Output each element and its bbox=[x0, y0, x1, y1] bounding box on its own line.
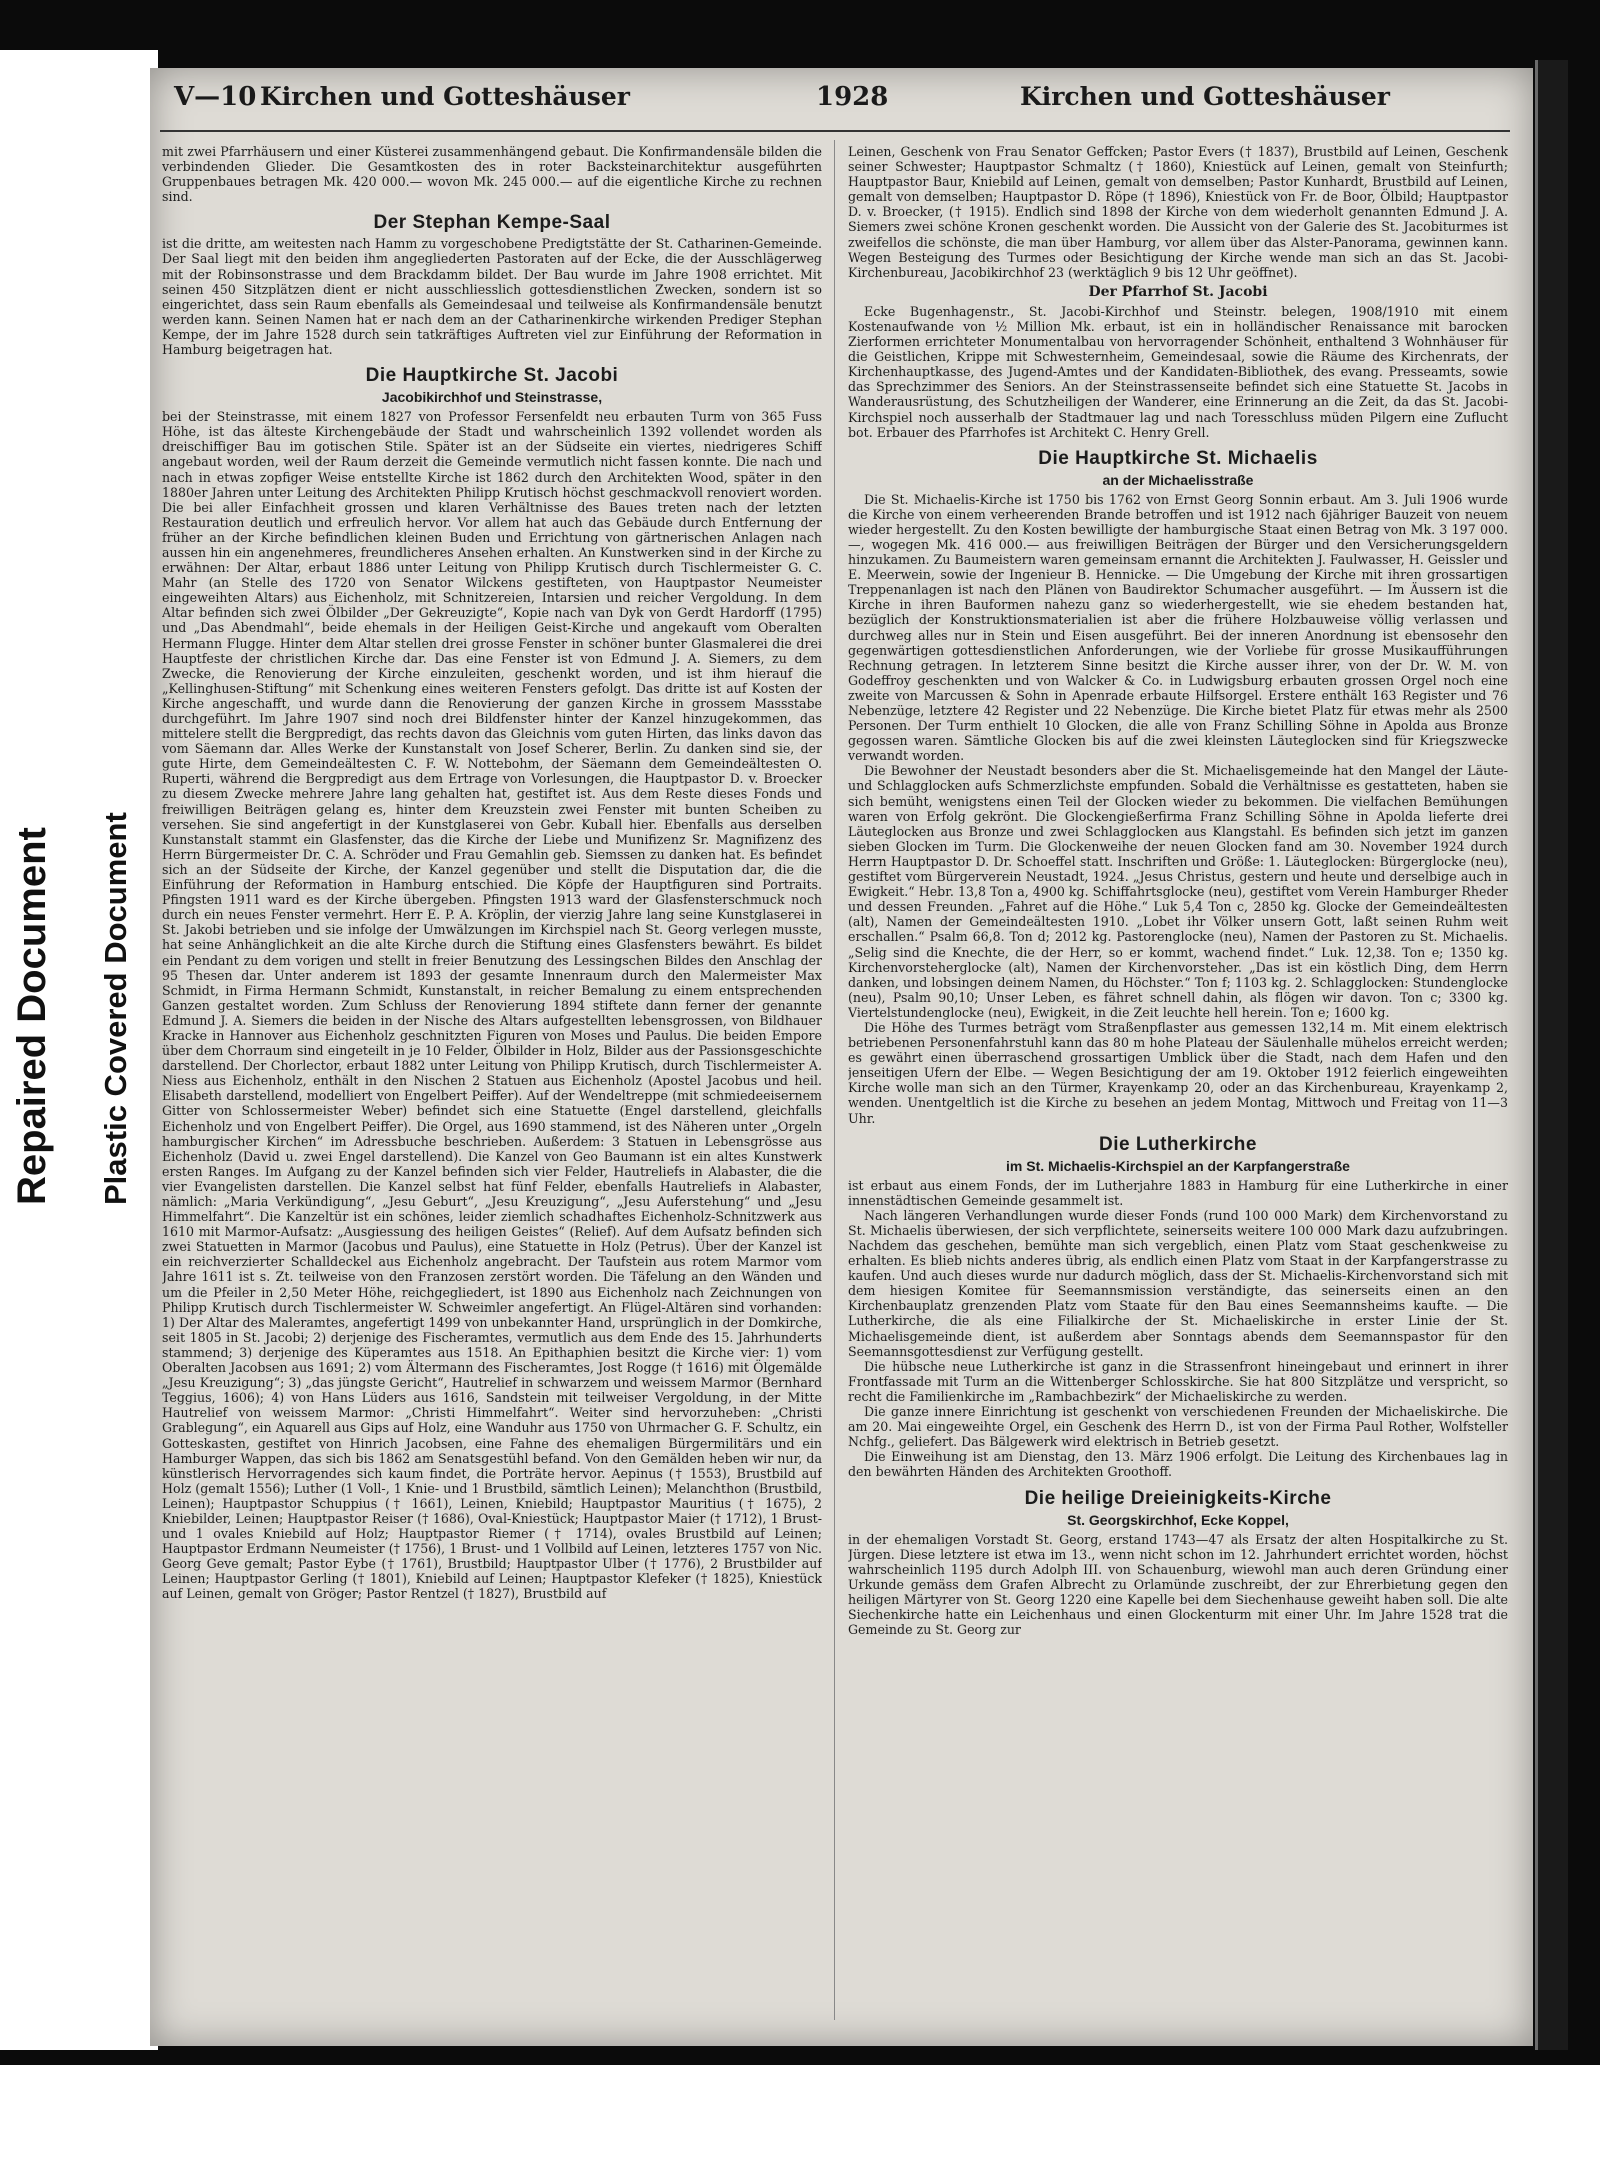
section-heading-st-michaelis: Die Hauptkirche St. Michaelis bbox=[1038, 447, 1318, 469]
page-header bbox=[160, 82, 1520, 126]
header-right-title: Kirchen und Gotteshäuser bbox=[1020, 82, 1390, 111]
page-code: V—10 bbox=[174, 82, 257, 112]
paragraph: Die Einweihung ist am Dienstag, den 13. März 1906 erfolgt. Die Leitung des Kirchenbaues lag in den bewährten Händen des Architekten Groothoff. bbox=[848, 1449, 1508, 1480]
paragraph: Leinen, Geschenk von Frau Senator Geffcken; Pastor Evers († 1837), Brustbild auf Leinen, Geschenk seiner Schwester; Hauptpastor Schmaltz († 1860), Kniestück auf Leinen, gemalt von Steinfurth; Hauptpastor Baur, Kniebild auf Leinen, gemalt von demselben; Pastor Kunhardt, Brustbild auf Leinen, gemalt von demselben; Hauptpastor D. Röpe († 1896), Kniestück von Fr. de Boor, Ölbild; Hauptpastor D. v. Broecker, († 1915). Endlich sind 1898 der Kirche von dem wiederholt genannten Edmund J. A. Siemers zwei schöne Kronen geschenkt worden. Die Aussicht von der Galerie des St. Jacobiturmes ist zweifellos die schönste, die man über Hamburg, vor allem über das Alster-Panorama, gewinnen kann. Wegen Besteigung des Turmes oder Besichtigung der Kirche wende man sich an das St. Jacobi-Kirchenbureau, Jacobikirchhof 23 (werktäglich 9 bis 12 Uhr geöffnet). bbox=[848, 144, 1508, 280]
section-subheading: St. Georgskirchhof, Ecke Koppel, bbox=[1067, 1511, 1289, 1528]
left-column bbox=[162, 144, 822, 2024]
paragraph: mit zwei Pfarrhäusern und einer Küsterei zusammenhängend gebaut. Die Konfirmandensäle bilden die verbindenden Glieder. Die Gesamtkosten des in roter Backsteinarchitektur ausgeführten Gruppenbaues betragen Mk. 420 000.— wovon Mk. 245 000.— auf die eigentliche Kirche zu rechnen sind. bbox=[162, 144, 822, 205]
plastic-covered-label: Plastic Covered Document bbox=[98, 812, 133, 1205]
paragraph: Die Höhe des Turmes beträgt vom Straßenpflaster aus gemessen 132,14 m. Mit einem elektrisch betriebenen Personenfahrstuhl kann das 80 m hohe Plateau der Säulenhalle mühelos erreicht werden; es gewährt einen überraschend grossartigen Umblick über die Stadt, nach dem Hafen und den jenseitigen Ufern der Elbe. — Wegen Besichtigung der am 19. Oktober 1912 feierlich eingeweihten Kirche wolle man sich an den Türmer, Krayenkamp 20, oder an das Kirchenbureau, Krayenkamp 2, wenden. Unentgeltlich ist die Kirche zu besehen an jedem Montag, Mittwoch und Freitag von 11—3 Uhr. bbox=[848, 1019, 1508, 1126]
paragraph: Nach längeren Verhandlungen wurde dieser Fonds (rund 100 000 Mark) dem Kirchenvorstand zu St. Michaelis überwiesen, der sich verpflichtete, seinerseits weitere 100 000 Mark dazu aufzubringen. Nachdem das geschehen, bemühte man sich vergeblich, einen Platz vom Staat geschenkweise zu erhalten. Es blieb nichts anderes übrig, als endlich einen Platz vom Staat in der Karpfangerstrasse zu kaufen. Und auch dieses wurde nur dadurch möglich, dass der St. Michaelis-Kirchenvorstand sich mit dem hiesigen Komitee für Seemannsmission verständigte, das seinerseits einen an den Kirchenbauplatz grenzenden Platz vom Staate für den Bau eines Seemannsheims kaufte. — Die Lutherkirche, die als eine Filialkirche der St. Michaeliskirche in erster Linie der St. Michaelisgemeinde dient, ist außerdem aber Sonntags abends dem Seemannspastor für den Seemannsgottesdienst zur Verfügung gestellt. bbox=[848, 1207, 1508, 1359]
paragraph: ist die dritte, am weitesten nach Hamm zu vorgeschobene Predigtstätte der St. Catharinen-Gemeinde. Der Saal liegt mit den beiden ihm angegliederten Pastoraten auf der Ecke, die der Ausschlägerweg mit der Robinsonstrasse und dem Brackdamm bildet. Der Bau wurde im Jahre 1908 errichtet. Mit seinen 450 Sitzplätzen dient er nicht ausschliesslich gottesdienstlichen Zwecken, sondern ist so eingerichtet, dass sein Raum ebenfalls als Gemeindesaal und teilweise als Konfirmandensäle benutzt werden kann. Seinen Namen hat er nach dem an der Catharinenkirche wirkenden Prediger Stephan Kempe, der im Jahre 1528 durch sein tatkräftiges Auftreten viel zur Einführung der Reformation in Hamburg beigetragen hat. bbox=[162, 236, 822, 358]
section-heading-lutherkirche: Die Lutherkirche bbox=[1099, 1133, 1257, 1155]
column-divider bbox=[834, 140, 835, 2020]
paragraph: Die Bewohner der Neustadt besonders aber die St. Michaelisgemeinde hat den Mangel der Läute- und Schlagglocken aufs Schmerzlichste empfunden. Sobald die Verhältnisse es gestatteten, haben sie sich bemüht, wenigstens einen Teil der Glocken wieder zu bekommen. Die vielfachen Bemühungen waren von Erfolg gekrönt. Die Glockengießerfirma Franz Schilling Söhne in Apolda lieferte drei Läuteglocken aus Bronze und zwei Schlagglocken aus Klangstahl. Es befinden sich jetzt im ganzen sieben Glocken im Turm. Die Glockenweihe der neuen Glocken fand am 30. November 1924 durch Herrn Hauptpastor D. Dr. Schoeffel statt. Inschriften und Größe: 1. Läuteglocken: Bürgerglocke (neu), gestiftet vom Bürgerverein Neustadt, 1924. „Jesus Christus, gestern und heute und derselbige auch in Ewigkeit.“ Hebr. 13,8 Ton a, 4900 kg. Schiffahrtsglocke (neu), gestiftet vom Verein Hamburger Rheder und dessen Freunden. „Fahret auf die Höhe.“ Luk 5,4 Ton c, 2850 kg. Glocke der Gemeindeältesten (alt), Namen der Gemeindeältesten 1910. „Lobet ihr Völker unsern Gott, laßt seinen Ruhm weit erschallen.“ Psalm 66,8. Ton d; 2012 kg. Pastorenglocke (neu), Namen der Pastoren zu St. Michaelis. „Selig sind die Knechte, die der Herr, so er kommt, wachend findet.“ Luk. 12,38. Ton e; 1350 kg. Kirchenvorsteherglocke (alt), Namen der Kirchenvorsteher. „Das ist ein köstlich Ding, dem Herrn danken, und lobsingen deinem Namen, du Höchster.“ Ton f; 1103 kg. 2. Schlagglocken: Stundenglocke (neu), Psalm 90,10; Unser Leben, es fähret schnell dahin, als flögen wir davon. Ton c; 3300 kg. Viertelstundenglocke (neu), Ewigkeit, in die Zeit leuchte hell herein. Ton e; 1600 kg. bbox=[848, 763, 1508, 1020]
section-heading-dreieinigkeit: Die heilige Dreieinigkeits-Kirche bbox=[1024, 1487, 1332, 1509]
header-left-title: Kirchen und Gotteshäuser bbox=[260, 82, 630, 111]
paragraph: Die St. Michaelis-Kirche ist 1750 bis 1762 von Ernst Georg Sonnin erbaut. Am 3. Juli 1906 wurde die Kirche von einem verheerenden Brande betroffen und ist 1912 nach 6jähriger Bauzeit von neuem wieder hergestellt. Zu den Kosten bewilligte der hamburgische Staat einen Betrag von Mk. 3 197 000.—, wogegen Mk. 416 000.— aus freiwilligen Beiträgen der Bürger und den Versicherungsgeldern hinzukamen. Zu Baumeistern waren gemeinsam ernannt die Architekten J. Faulwasser, H. Geissler und E. Meerwein, sowie der Ingenieur B. Hennicke. — Die Umgebung der Kirche mit ihren grossartigen Treppenanlagen ist nach den Plänen von Baudirektor Schumacher ausgeführt. — Im Äussern ist die Kirche in ihren Bauformen nahezu ganz so wiederhergestellt, wie sie ehedem bestanden hat, bezüglich der Konstruktionsmaterialien ist aber die frühere Holzbauweise völlig verlassen und durchweg alles nur in Stein und Eisen ausgeführt. Bei der inneren Anordnung ist ebensosehr den gegenwärtigen gottesdienstlichen Anforderungen, wie der Vorliebe für grosse Musikaufführungen Rechnung getragen. In letzterem Sinne besitzt die Kirche ausser ihrer, von der Dr. W. M. von Godeffroy geschenkten und von Walcker & Co. in Ludwigsburg erbauten grossen Orgel noch eine zweite von Marcussen & Sohn in Apenrade erbaute Hilfsorgel. Erstere enthält 163 Register und 76 Nebenzüge, letztere 42 Register und 22 Nebenzüge. Die Kirche bietet Platz für etwas mehr als 2500 Personen. Der Turm enthielt 10 Glocken, die alle von Franz Schilling Söhne in Apolda aus Bronze gegossen waren. Sämtliche Glocken bis auf die zwei kleinsten Läuteglocken sind für Kriegszwecke verwandt worden. bbox=[848, 491, 1508, 764]
repaired-document-label: Repaired Document bbox=[10, 827, 54, 1205]
paragraph: Die hübsche neue Lutherkirche ist ganz in die Strassenfront hineingebaut und erinnert in ihrer Frontfassade mit Turm an die Wittenberger Schlosskirche. Sie hat 800 Sitzplätze und verspricht, so recht die Familienkirche im „Rambachbezirk“ der Michaeliskirche zu werden. bbox=[848, 1358, 1508, 1404]
section-heading-kempe-saal: Der Stephan Kempe-Saal bbox=[373, 212, 611, 234]
section-subheading: an der Michaelisstraße bbox=[1102, 471, 1254, 488]
section-subheading: Jacobikirchhof und Steinstrasse, bbox=[381, 389, 603, 406]
section-subheading: im St. Michaelis-Kirchspiel an der Karpfangerstraße bbox=[1006, 1157, 1350, 1174]
paragraph: Ecke Bugenhagenstr., St. Jacobi-Kirchhof und Steinstr. belegen, 1908/1910 mit einem Kostenaufwande von ½ Million Mk. erbaut, ist ein in holländischer Renaissance mit barocken Zierformen errichteter Monumentalbau von hervorragender Schönheit, enthaltend 3 Wohnhäuser für die Geistlichen, Krippe mit Schwesternheim, Gemeindesaal, sowie die Räume des Kirchenrats, der Kirchenhauptkasse, des Jugend-Amtes und der Kandidaten-Bibliothek, des evang. Presseamts, sowie das Sprechzimmer des Seniors. An der Steinstrassenseite befindet sich eine Statuette St. Jacobs in Wanderausrüstung, des Schutzheiligen der Wanderer, eine Erinnerung an die Zeit, da das St. Jacobi-Kirchspiel noch ausserhalb der Stadtmauer lag und nach Toresschluss müden Pilgern eine Zuflucht bot. Erbauer des Pfarrhofes ist Architekt C. Henry Grell. bbox=[848, 303, 1508, 440]
paragraph: bei der Steinstrasse, mit einem 1827 von Professor Fersenfeldt neu erbauten Turm von 365 Fuss Höhe, ist das älteste Kirchengebäude der Stadt und wahrscheinlich 1392 vollendet worden als dreischiffiger Bau im gotischen Stile. Später ist an der Südseite ein viertes, niedrigeres Schiff angebaut worden, weil der Raum derzeit die Gemeinde vermutlich nicht fassen konnte. Die nach und nach in etwas zopfiger Weise entstellte Kirche ist 1862 durch den Architekten Wood, später in den 1880er Jahren unter Leitung des Architekten Philipp Krutisch höchst geschmackvoll renoviert worden. Die bei aller Einfachheit grossen und klaren Verhältnisse des Baues treten nach der letzten Restauration deutlich und erfreulich hervor. Vor allem hat auch das Gebäude durch Entfernung der früher an der Kirche befindlichen kleinen Buden und Errichtung von gärtnerischen Anlagen nach aussen hin ein angenehmeres, freundlicheres Ansehen erhalten. An Kunstwerken sind in der Kirche zu erwähnen: Der Altar, erbaut 1886 unter Leitung von Philipp Krutisch durch Tischlermeister G. C. Mahr (an Stelle des 1720 von Senator Wilckens gestifteten, von Hauptpastor Neumeister eingeweihten Altars) aus Eichenholz, mit Schnitzereien, Intarsien und reicher Vergoldung. In dem Altar befinden sich zwei Ölbilder „Der Gekreuzigte“, Kopie nach van Dyk von Gerdt Hardorff (1795) und „Das Abendmahl“, beide ehemals in der Heiligen Geist-Kirche und angekauft vom Oberalten Hermann Flugge. Hinter dem Altar stellen drei grosse Fenster in schöner bunter Glasmalerei die drei Hauptfeste der christlichen Kirche dar. Das eine Fenster ist von Edmund J. A. Siemers, zu dem Zwecke, die Renovierung der Kirche einzuleiten, geschenkt worden, und ist ihm hierauf die „Kellinghusen-Stiftung“ mit Schenkung eines weiteren Fensters gefolgt. Das dritte ist auf Kosten der Kirche angeschafft, und wurde dann die Renovierung der ganzen Kirche in grossem Massstabe durchgeführt. Im Jahre 1907 sind noch drei Bildfenster hinter der Kanzel hinzugekommen, das mittelere stellt die Bergpredigt, das rechts davon das Gleichnis vom guten Hirten, das links davon das vom Säemann dar. Alles Werke der Kunstanstalt von Josef Scherer, Berlin. Zu danken sind sie, der gute Hirte, dem Gemeindeältesten C. F. W. Nottebohm, der Säemann dem Gemeindeältesten O. Ruperti, während die Bergpredigt aus dem Ertrage von Vorlesungen, die Hauptpastor D. v. Broecker zu diesem Zwecke mehrere Jahre lang gehalten hat, gestiftet ist. Aus dem Reste dieses Fonds und freiwilligen Beiträgen gelang es, hinter dem Kreuzstein zwei Fenster mit bunten Scheiben zu versehen. Sie sind angefertigt in der Kunstglaserei von Gebr. Kuball hier. Ebenfalls aus derselben Kunstanstalt stammt ein Glasfenster, das die Kirche der Liebe und Munifizenz Sr. Magnifizenz des Herrn Bürgermeister Dr. C. A. Schröder und Frau Gemahlin geb. Siemssen zu danken hat. Es befindet sich an der Südseite der Kirche, der Kanzel gegenüber und stellt die Disputation dar, die die Einführung der Reformation in Hamburg entschied. Die Köpfe der Hauptfiguren sind Portraits. Pfingsten 1911 ward es der Kirche übergeben. Pfingsten 1913 ward der Glasfensterschmuck noch durch ein neues Fenster vermehrt. Herr E. P. A. Kröplin, der vierzig Jahre lang seine Kunstglaserei in St. Jakobi betrieben und sie infolge der Umwälzungen im Kirchspiel nach St. Georg verlegen musste, hat seine Anhänglichkeit an die alte Kirche durch die Stiftung eines Glasfensters bewährt. Es bildet ein Pendant zu dem vorigen und stellt in freier Benutzung des Lessingschen Bildes den Anschlag der 95 Thesen dar. Unter anderem ist 1893 der gesamte Innenraum durch den Malermeister Max Schmidt, in Firma Hermann Schmidt, Kunstanstalt, in reicher Bemalung zu einem entsprechenden Ganzen gestaltet worden. Zum Schluss der Renovierung 1894 stiftete dann ferner der genannte Edmund J. A. Siemers die beiden in der Nische des Altars aufgestellten lebensgrossen, von Bildhauer Kracke in Hannover aus Eichenholz geschnitzten Figuren von Moses und Paulus. Die beiden Empore über dem Chorraum sind eingeteilt in je 10 Felder, Ölbilder in Holz, Bilder aus der Passionsgeschichte darstellend. Der Chorlector, erbaut 1882 unter Leitung von Philipp Krutisch, durch Tischlermeister A. Niess aus Eichenholz, enthält in den Nischen 2 Statuen aus Eichenholz (Apostel Jacobus und heil. Elisabeth darstellend, modelliert von Engelbert Peiffer). Auf der Wendeltreppe (mit schmiedeeisernem Gitter von Schlossermeister Weber) befindet sich eine Statuette (Engel darstellend, gleichfalls Eichenholz und von Engelbert Peiffer). Die Orgel, aus 1690 stammend, ist des Näheren unter „Orgeln hamburgischer Kirchen“ im Adressbuche beschrieben. Außerdem: 3 Statuen in Lebensgrösse aus Eichenholz (David u. zwei Engel darstellend). Die Kanzel von Geo Baumann ist ein altes Kunstwerk ersten Ranges. Im Aufgang zu der Kanzel befinden sich vier Felder, Hautreliefs in Alabaster, die die vier Evangelisten darstellen. Die Kanzel selbst hat fünf Felder, ebenfalls Hautreliefs in Alabaster, nämlich: „Maria Verkündigung“, „Jesu Geburt“, „Jesu Kreuzigung“, „Jesu Auferstehung“ und „Jesu Himmelfahrt“. Die Kanzeltür ist ein schönes, leider ziemlich schadhaftes Eichenholz-Schnitzwerk aus 1610 mit Marmor-Aufsatz: „Ausgiessung des heiligen Geistes“ (Relief). Auf dem Aufsatz befinden sich zwei Statuetten in Marmor (Jacobus und Paulus), eine Statuette in Holz (Petrus). Über der Kanzel ist ein reichverzierter Schalldeckel aus Eichenholz angebracht. Der Taufstein aus rotem Marmor vom Jahre 1611 ist s. Zt. teilweise von den Franzosen zerstört worden. Die Täfelung an den Wänden und um die Pfeiler in 2,50 Meter Höhe, reichgegliedert, ist 1890 aus Eichenholz nach Zeichnungen von Philipp Krutisch durch Tischlermeister W. Schweimler angefertigt. An Flügel-Altären sind vorhanden: 1) Der Altar des Maleramtes, angefertigt 1499 von unbekannter Hand, ursprünglich in der Domkirche, seit 1805 in St. Jacobi; 2) derjenige des Fischeramtes, vermutlich aus dem Ende des 15. Jahrhunderts stammend; 3) derjenige des Küperamtes aus 1518. An Epithaphien besitzt die Kirche vier: 1) vom Oberalten Jacobsen aus 1691; 2) vom Ältermann des Fischeramtes, Jost Rogge († 1616) mit Ölgemälde „Jesu Kreuzigung“; 3) „das jüngste Gericht“, Hautrelief in schwarzem und weissem Marmor (Bernhard Teggius, 1606); 4) von Hans Lüders aus 1616, Sandstein mit teilweiser Vergoldung, in der Mitte Hautrelief von weissem Marmor: „Christi Himmelfahrt“. Weiter sind hervorzuheben: „Christi Grablegung“, ein Aquarell aus Gips auf Holz, eine Wanduhr aus 1750 von Uhrmacher G. F. Schultz, ein Gotteskasten, gestiftet von Hinrich Jacobsen, eine Fahne des ehemaligen Bürgermilitärs und ein Hamburger Wappen, das sich bis 1862 am Senatsgestühl befand. Von den Gemälden heben wir nur, da künstlerisch Hervorragendes sich kaum findet, die Porträte hervor. Aepinus († 1553), Brustbild auf Holz (gemalt 1556); Luther (1 Voll-, 1 Knie- und 1 Brustbild, sämtlich Leinen); Melanchthon (Brustbild, Leinen); Hauptpastor Schuppius († 1661), Leinen, Kniebild; Hauptpastor Mauritius († 1675), 2 Kniebilder, Leinen; Hauptpastor Reiser († 1686), Oval-Kniestück; Hauptpastor Maier († 1712), 1 Brust- und 1 ovales Kniebild auf Holz; Hauptpastor Riemer († 1714), ovales Brustbild auf Leinen; Hauptpastor Erdmann Neumeister († 1756), 1 Brust- und 1 Vollbild auf Leinen, letzteres 1757 von Nic. Georg Geve gemalt; Pastor Eybe († 1761), Brustbild; Hauptpastor Ulber († 1776), 2 Brustbilder auf Leinen; Hauptpastor Gerling († 1801), Kniebild auf Leinen; Hauptpastor Klefeker († 1825), Kniestück auf Leinen, gemalt von Gröger; Pastor Rentzel († 1827), Brustbild auf bbox=[162, 409, 822, 1602]
section-heading-st-jacobi: Die Hauptkirche St. Jacobi bbox=[365, 365, 619, 387]
section-heading-pfarrhof: Der Pfarrhof St. Jacobi bbox=[1088, 283, 1268, 300]
document-page bbox=[150, 68, 1533, 2046]
page-edge bbox=[1535, 60, 1568, 2050]
bottom-margin bbox=[0, 2065, 1600, 2177]
header-year: 1928 bbox=[816, 82, 889, 112]
header-rule bbox=[160, 130, 1510, 132]
paragraph: ist erbaut aus einem Fonds, der im Lutherjahre 1883 in Hamburg für eine Lutherkirche in einer innenstädtischen Gemeinde gesammelt ist. bbox=[848, 1177, 1508, 1208]
right-column bbox=[848, 144, 1508, 2024]
paragraph: Die ganze innere Einrichtung ist geschenkt von verschiedenen Freunden der Michaeliskirche. Die am 20. Mai eingeweihte Orgel, ein Geschenk des Herrn D., ist von der Firma Paul Rother, Wolfsteller Nchfg., geliefert. Das Bälgewerk wird elektrisch in Betrieb gesetzt. bbox=[848, 1404, 1508, 1450]
paragraph: in der ehemaligen Vorstadt St. Georg, erstand 1743—47 als Ersatz der alten Hospitalkirche zu St. Jürgen. Diese letztere ist etwa im 13., wenn nicht schon im 12. Jahrhundert errichtet worden, höchst wahrscheinlich 1195 durch Adolph III. von Schauenburg, wiewohl man auch deren Gründung einer Urkunde gemäss dem Grafen Albrecht zu Orlamünde zuschreibt, der zur Ehrerbietung gegen den heiligen Märtyrer von St. Georg 1220 eine Kapelle bei dem Siechenhause geweiht haben soll. Die alte Siechenkirche hatte ein Leichenhaus und einen Glockenturm mit einer Uhr. Im Jahre 1528 trat die Gemeinde zu St. Georg zur bbox=[848, 1531, 1508, 1638]
